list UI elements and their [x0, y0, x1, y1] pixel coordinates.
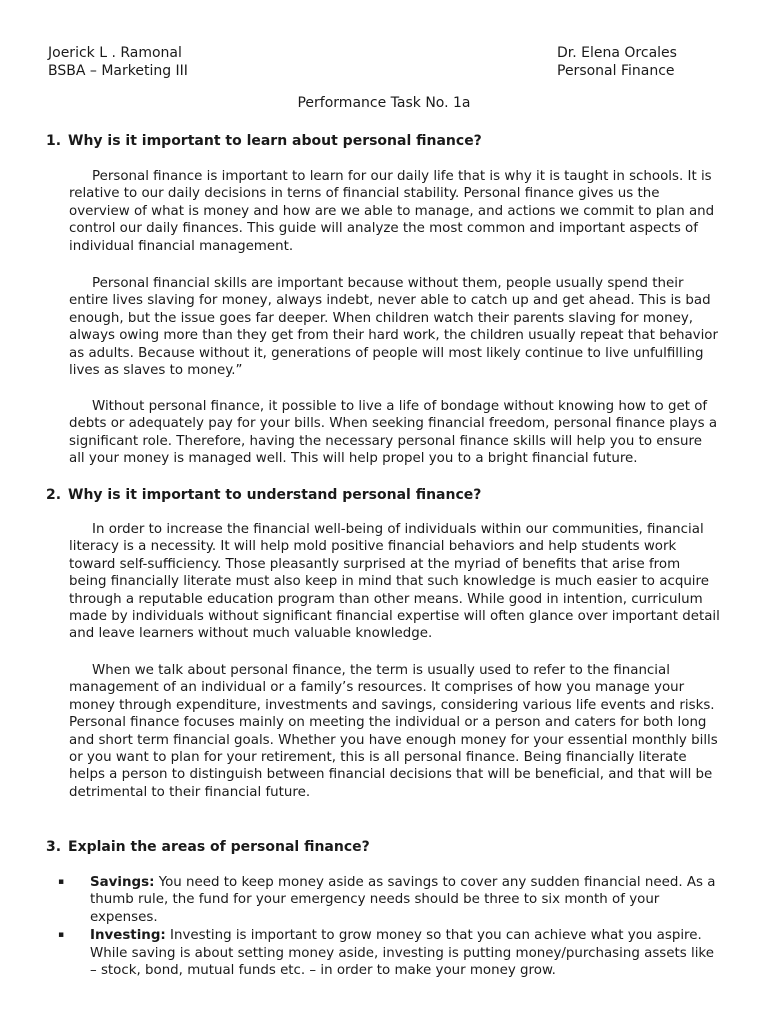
question-number: 3.	[46, 839, 62, 855]
question-text: Why is it important to learn about personal finance?	[68, 133, 482, 149]
author-name: Joerick L . Ramonal	[48, 45, 182, 61]
paragraph: Personal financial skills are important because without them, people usually spend their entire lives slaving for money, always indebt, never able to catch up and get ahead. This is bad enough, but the issue goes far deeper. When children watch their parents slaving for money, always owing more than they get from their hard work, the children usually repeat that behavior as adults. Because without it, generations of people will most likely continue to live unfulfilling lives as slaves to money.”	[69, 276, 719, 379]
paragraph: When we talk about personal finance, the term is usually used to refer to the financial management of an individual or a family’s resources. It comprises of how you manage your money through expenditure, investments and savings, considering various life events and risks. Personal finance focuses mainly on meeting the individual or a person and caters for both long and short term financial goals. Whether you have enough money for your essential monthly bills or you want to plan for your retirement, this is all personal finance. Being financially literate helps a person to distinguish between financial decisions that will be beneficial, and that will be detrimental to their financial future.	[69, 663, 718, 800]
course-block	[557, 44, 677, 80]
subject-name: Personal Finance	[557, 63, 675, 79]
bullet-icon: ▪	[58, 877, 65, 887]
question-1	[46, 132, 482, 150]
question-2	[46, 486, 481, 504]
question-number: 1.	[46, 133, 62, 149]
page-title: Performance Task No. 1a	[297, 95, 471, 111]
bullet-term: Savings:	[90, 875, 155, 890]
author-program: BSBA – Marketing III	[48, 63, 188, 79]
paragraph: Personal finance is important to learn for our daily life that is why it is taught in schools. It is relative to our daily decisions in terns of financial stability. Personal finance gives us the overview of what is money and how are we able to manage, and actions we commit to plan and control our daily finances. This guide will analyze the most common and important aspects of individual financial management.	[69, 169, 715, 254]
list-item	[60, 874, 724, 926]
bullet-list	[60, 874, 724, 980]
bullet-icon: ▪	[58, 930, 65, 941]
author-block	[48, 44, 188, 80]
bullet-text: Investing is important to grow money so that you can achieve what you aspire. While saving is about setting money aside, investing is putting money/purchasing assets like – stock, bond, mutual funds etc. – in order to make your money grow.	[90, 928, 714, 979]
question-number: 2.	[46, 487, 62, 503]
question-text: Why is it important to understand personal finance?	[68, 487, 482, 503]
question-text: Explain the areas of personal finance?	[68, 839, 370, 855]
list-item	[60, 927, 724, 979]
bullet-text: You need to keep money aside as savings to cover any sudden financial need. As a thumb rule, the fund for your emergency needs should be three to six month of your expenses.	[90, 875, 716, 925]
paragraph: Without personal finance, it possible to live a life of bondage without knowing how to get of debts or adequately pay for your bills. When seeking financial freedom, personal finance plays a significant role. Therefore, having the necessary personal finance skills will help you to ensure all your money is managed well. This will help propel you to a bright financial future.	[69, 399, 718, 467]
instructor-name: Dr. Elena Orcales	[557, 45, 677, 61]
bullet-term: Investing:	[90, 928, 166, 944]
question-3	[46, 838, 370, 856]
paragraph: In order to increase the financial well-being of individuals within our communities, financial literacy is a necessity. It will help mold positive financial behaviors and help students work toward self-sufficiency. Those pleasantly surprised at the myriad of benefits that arise from being financially literate must also keep in mind that such knowledge is much easier to acquire through a reputable education program than other means. While good in intention, curriculum made by individuals without significant financial expertise will often glance over important detail and leave learners without much valuable knowledge.	[69, 522, 720, 642]
